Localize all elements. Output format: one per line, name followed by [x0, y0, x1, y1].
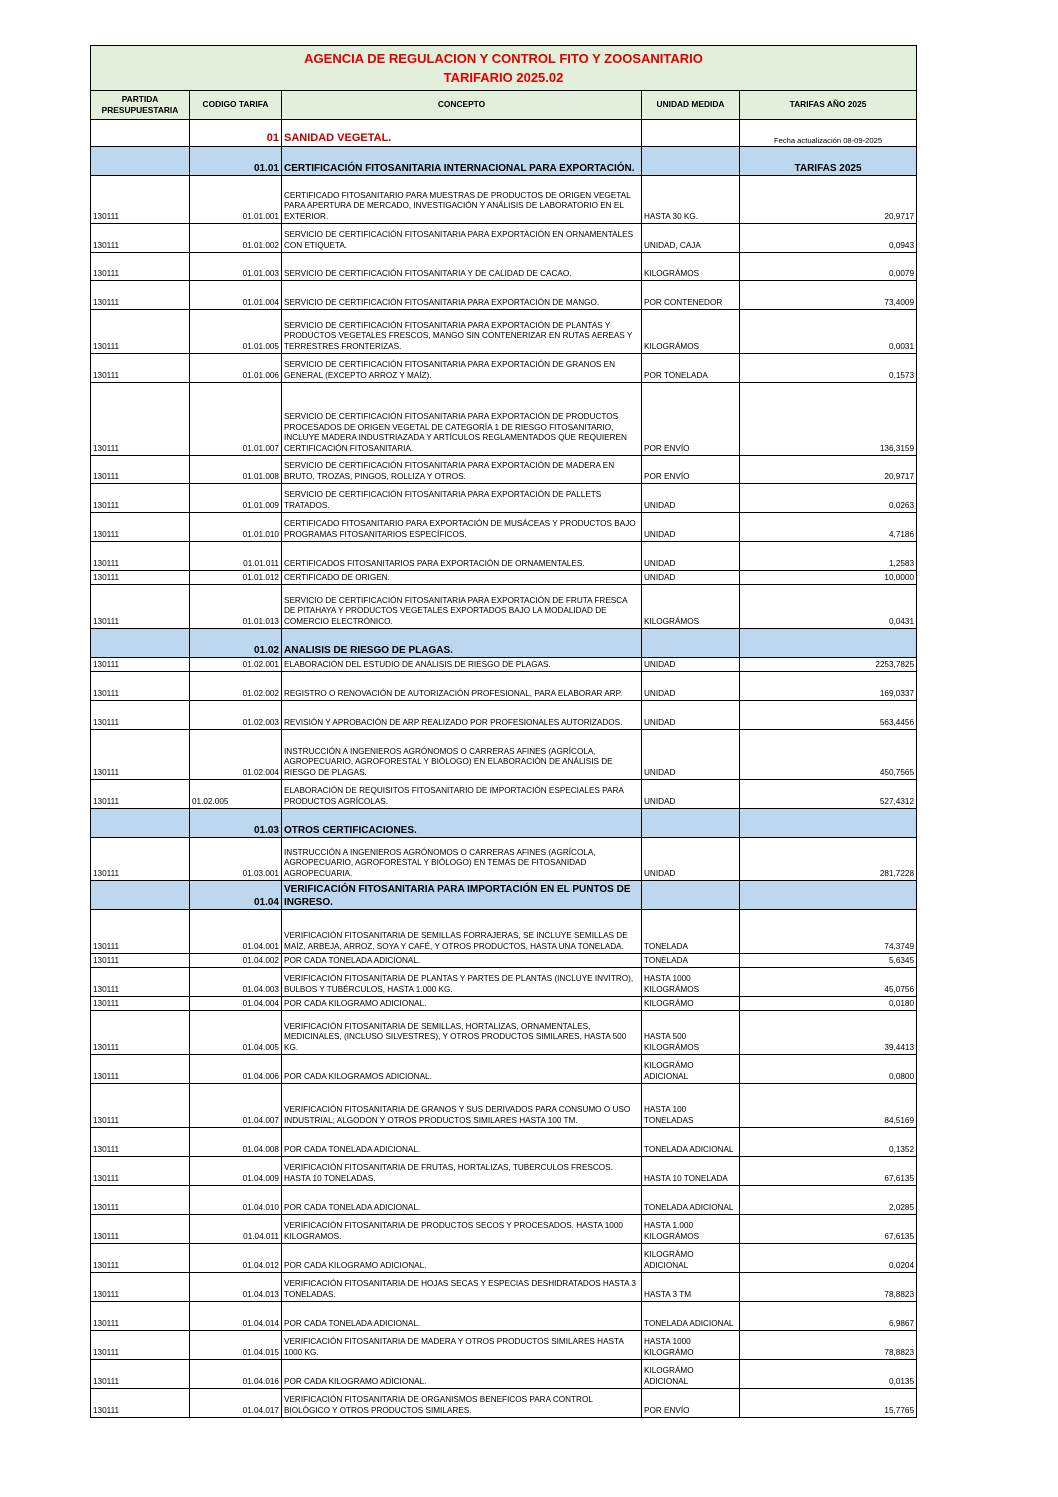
section-title: ANALISIS DE RIESGO DE PLAGAS.: [282, 629, 642, 658]
code-cell: 01.04.012: [190, 1244, 282, 1273]
concept-cell: POR CADA TONELADA ADICIONAL.: [282, 1186, 642, 1215]
tariff-value-cell: 4,7186: [740, 513, 917, 542]
partida-cell: 130111: [91, 1011, 190, 1055]
code-cell: 01.01.009: [190, 484, 282, 513]
tariff-value-cell: 74,3749: [740, 910, 917, 954]
unit-cell: HASTA 1000 KILOGRÁMOS: [642, 968, 740, 997]
partida-cell: 130111: [91, 542, 190, 571]
title-line-2: TARIFARIO 2025.02: [443, 70, 564, 85]
concept-cell: POR CADA KILOGRAMO ADICIONAL.: [282, 1360, 642, 1389]
concept-cell: POR CADA TONELADA ADICIONAL.: [282, 954, 642, 968]
tariff-value-cell: 20,9717: [740, 176, 917, 224]
concept-cell: POR CADA TONELADA ADICIONAL.: [282, 1302, 642, 1331]
tariff-value-cell: 136,3159: [740, 383, 917, 456]
code-cell: 01.02.001: [190, 658, 282, 672]
unit-cell: POR ENVÍO: [642, 1389, 740, 1418]
title-line-1: AGENCIA DE REGULACION Y CONTROL FITO Y ZOOSANITARIO: [304, 51, 703, 66]
partida-cell: 130111: [91, 838, 190, 881]
unit-cell: POR CONTENEDOR: [642, 281, 740, 310]
section-unit-cell: [642, 809, 740, 838]
concept-cell: POR CADA TONELADA ADICIONAL.: [282, 1128, 642, 1157]
partida-cell: 130111: [91, 513, 190, 542]
partida-cell: 130111: [91, 701, 190, 730]
concept-cell: SERVICIO DE CERTIFICACIÓN FITOSANITARIA PARA EXPORTACIÓN DE PLANTAS Y PRODUCTOS VEGETALES FRESCOS, MANGO SIN CONTENERIZAR EN RUTAS AEREAS Y TERRESTRES FRONTERIZAS.: [282, 310, 642, 354]
section-title: OTROS CERTIFICACIONES.: [282, 809, 642, 838]
concept-cell: VERIFICACIÓN FITOSANITARIA DE PRODUCTOS SECOS Y PROCESADOS. HASTA 1000 KILOGRAMOS.: [282, 1215, 642, 1244]
code-cell: 01.04.017: [190, 1389, 282, 1418]
table-row: [91, 1084, 917, 1128]
partida-cell: 130111: [91, 1215, 190, 1244]
partida-cell: 130111: [91, 281, 190, 310]
concept-cell: REGISTRO O RENOVACIÓN DE AUTORIZACIÓN PROFESIONAL, PARA ELABORAR ARP.: [282, 672, 642, 701]
concept-cell: REVISIÓN Y APROBACIÓN DE ARP REALIZADO POR PROFESIONALES AUTORIZADOS.: [282, 701, 642, 730]
unit-cell: UNIDAD: [642, 513, 740, 542]
code-cell: 01.03.001: [190, 838, 282, 881]
section-title: VERIFICACIÓN FITOSANITARIA PARA IMPORTACIÓN EN EL PUNTOS DE INGRESO.: [282, 881, 642, 910]
table-row: [91, 484, 917, 513]
table-row: [91, 1157, 917, 1186]
unit-cell: TONELADA ADICIONAL: [642, 1186, 740, 1215]
partida-cell: 130111: [91, 730, 190, 780]
unit-cell: TONELADA ADICIONAL: [642, 1128, 740, 1157]
unit-cell: KILOGRÁMOS: [642, 585, 740, 629]
code-cell: 01.04.003: [190, 968, 282, 997]
code-cell: 01.01.010: [190, 513, 282, 542]
tariff-value-cell: 0,0943: [740, 224, 917, 253]
table-row: [91, 910, 917, 954]
section-code: 01: [190, 120, 282, 147]
tariff-value-cell: 6,9867: [740, 1302, 917, 1331]
section-unit-cell: [642, 147, 740, 176]
unit-cell: HASTA 30 KG.: [642, 176, 740, 224]
section-partida-cell: [91, 147, 190, 176]
concept-cell: SERVICIO DE CERTIFICACIÓN FITOSANITARIA PARA EXPORTACIÓN DE PRODUCTOS PROCESADOS DE ORIGEN VEGETAL DE CATEGORÍA 1 DE RIESGO FITOSANITARIO, INCLUYE MADERA INDUSTRIAZADA Y ARTÍCULOS REGLAMENTADOS QUE REQUIEREN CERTIFICACIÓN FITOSANITARIA.: [282, 383, 642, 456]
code-cell: 01.04.016: [190, 1360, 282, 1389]
tariff-value-cell: 73,4009: [740, 281, 917, 310]
partida-cell: 130111: [91, 1360, 190, 1389]
partida-cell: 130111: [91, 780, 190, 809]
partida-cell: 130111: [91, 383, 190, 456]
concept-cell: POR CADA KILOGRAMOS ADICIONAL.: [282, 1055, 642, 1084]
section-partida-cell: [91, 629, 190, 658]
concept-cell: VERIFICACIÓN FITOSANITARIA DE PLANTAS Y PARTES DE PLANTAS (INCLUYE INVITRO), BULBOS Y TUBÉRCULOS, HASTA 1.000 KG.: [282, 968, 642, 997]
partida-cell: 130111: [91, 1084, 190, 1128]
partida-cell: 130111: [91, 1273, 190, 1302]
code-cell: 01.04.014: [190, 1302, 282, 1331]
unit-cell: HASTA 100 TONELADAS: [642, 1084, 740, 1128]
table-row: [91, 1389, 917, 1418]
partida-cell: 130111: [91, 1055, 190, 1084]
unit-cell: UNIDAD: [642, 658, 740, 672]
tariff-value-cell: 169,0337: [740, 672, 917, 701]
unit-cell: TONELADA: [642, 910, 740, 954]
concept-cell: POR CADA KILOGRAMO ADICIONAL.: [282, 997, 642, 1011]
col-header-codigo: CODIGO TARIFA: [190, 91, 282, 120]
tariff-value-cell: 281,7228: [740, 838, 917, 881]
unit-cell: HASTA 1.000 KILOGRÁMOS: [642, 1215, 740, 1244]
table-row: [91, 1011, 917, 1055]
partida-cell: 130111: [91, 571, 190, 585]
col-header-tarifa: TARIFAS AÑO 2025: [740, 91, 917, 120]
concept-cell: VERIFICACIÓN FITOSANITARIA DE GRANOS Y SUS DERIVADOS PARA CONSUMO O USO INDUSTRIAL; ALGODON Y OTROS PRODUCTOS SIMILARES HASTA 100 TM.: [282, 1084, 642, 1128]
partida-cell: 130111: [91, 954, 190, 968]
code-cell: 01.04.007: [190, 1084, 282, 1128]
tariff-value-cell: 15,7765: [740, 1389, 917, 1418]
concept-cell: SERVICIO DE CERTIFICACIÓN FITOSANITARIA Y DE CALIDAD DE CACAO.: [282, 253, 642, 281]
concept-cell: INSTRUCCIÓN A INGENIEROS AGRÓNOMOS O CARRERAS AFINES (AGRÍCOLA, AGROPECUARIO, AGROFORESTAL Y BIÓLOGO) EN ELABORACIÓN DE ANÁLISIS DE RIESGO DE PLAGAS.: [282, 730, 642, 780]
code-cell: 01.01.007: [190, 383, 282, 456]
col-header-partida: PARTIDA PRESUPUESTARIA: [91, 91, 190, 120]
tariff-value-cell: 39,4413: [740, 1011, 917, 1055]
table-row: [91, 354, 917, 383]
partida-cell: 130111: [91, 456, 190, 484]
concept-cell: POR CADA KILOGRAMO ADICIONAL.: [282, 1244, 642, 1273]
code-cell: 01.04.013: [190, 1273, 282, 1302]
code-cell: 01.04.001: [190, 910, 282, 954]
partida-cell: 130111: [91, 1157, 190, 1186]
section-code: 01.03: [190, 809, 282, 838]
partida-cell: 130111: [91, 1389, 190, 1418]
concept-cell: CERTIFICADO FITOSANITARIO PARA MUESTRAS DE PRODUCTOS DE ORIGEN VEGETAL PARA APERTURA DE MERCADO, INVESTIGACIÓN Y ANÁLISIS DE LABORATORIO EN EL EXTERIOR.: [282, 176, 642, 224]
code-cell: 01.01.001: [190, 176, 282, 224]
unit-cell: HASTA 500 KILOGRÁMOS: [642, 1011, 740, 1055]
unit-cell: KILOGRÁMOS: [642, 253, 740, 281]
tariff-value-cell: 0,1352: [740, 1128, 917, 1157]
unit-cell: HASTA 10 TONELADA: [642, 1157, 740, 1186]
code-cell: 01.04.006: [190, 1055, 282, 1084]
col-header-unidad: UNIDAD MEDIDA: [642, 91, 740, 120]
table-row: [91, 176, 917, 224]
tariff-value-cell: 45,0756: [740, 968, 917, 997]
partida-cell: 130111: [91, 997, 190, 1011]
unit-cell: POR ENVÍO: [642, 383, 740, 456]
table-row: [91, 1186, 917, 1215]
code-cell: 01.01.012: [190, 571, 282, 585]
partida-cell: 130111: [91, 1331, 190, 1360]
table-row: [91, 253, 917, 281]
unit-cell: KILOGRÁMO ADICIONAL: [642, 1055, 740, 1084]
section-note: [740, 809, 917, 838]
tariff-value-cell: 78,8823: [740, 1273, 917, 1302]
unit-cell: KILOGRÁMO ADICIONAL: [642, 1244, 740, 1273]
unit-cell: UNIDAD: [642, 730, 740, 780]
section-partida-cell: [91, 809, 190, 838]
tariff-value-cell: 10,0000: [740, 571, 917, 585]
unit-cell: UNIDAD: [642, 838, 740, 881]
concept-cell: CERTIFICADO DE ORIGEN.: [282, 571, 642, 585]
tariff-value-cell: 0,1573: [740, 354, 917, 383]
concept-cell: VERIFICACIÓN FITOSANITARIA DE MADERA Y OTROS PRODUCTOS SIMILARES HASTA 1000 KG.: [282, 1331, 642, 1360]
concept-cell: VERIFICACIÓN FITOSANITARIA DE ORGANISMOS BENEFICOS PARA CONTROL BIOLÓGICO Y OTROS PRODUCTOS SIMILARES.: [282, 1389, 642, 1418]
concept-cell: CERTIFICADO FITOSANITARIO PARA EXPORTACIÓN DE MUSÁCEAS Y PRODUCTOS BAJO PROGRAMAS FITOSANITARIOS ESPECÍFICOS.: [282, 513, 642, 542]
concept-cell: VERIFICACIÓN FITOSANITARIA DE HOJAS SECAS Y ESPECIAS DESHIDRATADOS HASTA 3 TONELADAS.: [282, 1273, 642, 1302]
section-unit-cell: [642, 120, 740, 147]
table-row: [91, 730, 917, 780]
code-cell: 01.04.010: [190, 1186, 282, 1215]
partida-cell: 130111: [91, 1302, 190, 1331]
code-cell: 01.01.005: [190, 310, 282, 354]
section-row: [91, 147, 917, 176]
unit-cell: KILOGRÁMO ADICIONAL: [642, 1360, 740, 1389]
partida-cell: 130111: [91, 1186, 190, 1215]
partida-cell: 130111: [91, 910, 190, 954]
section-unit-cell: [642, 629, 740, 658]
table-row: [91, 571, 917, 585]
code-cell: 01.01.011: [190, 542, 282, 571]
table-row: [91, 281, 917, 310]
concept-cell: SERVICIO DE CERTIFICACIÓN FITOSANITARIA PARA EXPORTACIÓN DE MADERA EN BRUTO, TROZAS, PINGOS, ROLLIZA Y OTROS.: [282, 456, 642, 484]
unit-cell: UNIDAD: [642, 701, 740, 730]
update-date: Fecha actualización 08-09-2025: [740, 120, 917, 147]
unit-cell: TONELADA ADICIONAL: [642, 1302, 740, 1331]
partida-cell: 130111: [91, 585, 190, 629]
column-header-row: [91, 91, 917, 120]
code-cell: 01.02.003: [190, 701, 282, 730]
tariff-value-cell: 0,0031: [740, 310, 917, 354]
partida-cell: 130111: [91, 1128, 190, 1157]
table-row: [91, 1302, 917, 1331]
tariff-value-cell: 450,7565: [740, 730, 917, 780]
table-row: [91, 658, 917, 672]
section-note: TARIFAS 2025: [740, 147, 917, 176]
section-row-01: [91, 120, 917, 147]
concept-cell: ELABORACIÓN DE REQUISITOS FITOSANITARIO DE IMPORTACIÓN ESPECIALES PARA PRODUCTOS AGRÍCOLAS.: [282, 780, 642, 809]
code-cell: 01.02.002: [190, 672, 282, 701]
table-row: [91, 1360, 917, 1389]
code-cell: 01.01.004: [190, 281, 282, 310]
concept-cell: VERIFICACIÓN FITOSANITARIA DE FRUTAS, HORTALIZAS, TUBERCULOS FRESCOS. HASTA 10 TONELADAS.: [282, 1157, 642, 1186]
tariff-value-cell: 67,6135: [740, 1157, 917, 1186]
tariff-value-cell: 527,4312: [740, 780, 917, 809]
code-cell: 01.01.003: [190, 253, 282, 281]
table-row: [91, 310, 917, 354]
partida-cell: 130111: [91, 672, 190, 701]
tariff-value-cell: 2253,7825: [740, 658, 917, 672]
table-row: [91, 1128, 917, 1157]
concept-cell: SERVICIO DE CERTIFICACIÓN FITOSANITARIA PARA EXPORTACIÓN EN ORNAMENTALES CON ETIQUETA.: [282, 224, 642, 253]
unit-cell: HASTA 3 TM: [642, 1273, 740, 1302]
table-row: [91, 968, 917, 997]
partida-cell: 130111: [91, 354, 190, 383]
code-cell: 01.04.008: [190, 1128, 282, 1157]
tariff-value-cell: 67,6135: [740, 1215, 917, 1244]
table-row: [91, 224, 917, 253]
tariff-value-cell: 1,2583: [740, 542, 917, 571]
code-cell: 01.02.004: [190, 730, 282, 780]
tariff-value-cell: 0,0204: [740, 1244, 917, 1273]
code-cell: 01.02.005: [190, 780, 282, 809]
code-cell: 01.01.006: [190, 354, 282, 383]
section-row: [91, 809, 917, 838]
unit-cell: KILOGRÁMOS: [642, 310, 740, 354]
code-cell: 01.04.015: [190, 1331, 282, 1360]
partida-cell: 130111: [91, 253, 190, 281]
tariff-value-cell: 5,6345: [740, 954, 917, 968]
code-cell: 01.04.002: [190, 954, 282, 968]
concept-cell: CERTIFICADOS FITOSANITARIOS PARA EXPORTACIÓN DE ORNAMENTALES.: [282, 542, 642, 571]
unit-cell: UNIDAD: [642, 672, 740, 701]
unit-cell: UNIDAD: [642, 571, 740, 585]
table-row: [91, 383, 917, 456]
table-row: [91, 456, 917, 484]
table-row: [91, 997, 917, 1011]
section-unit-cell: [642, 881, 740, 910]
section-code: 01.04: [190, 881, 282, 910]
partida-cell: 130111: [91, 310, 190, 354]
partida-cell: 130111: [91, 484, 190, 513]
partida-cell: 130111: [91, 224, 190, 253]
table-row: [91, 1244, 917, 1273]
concept-cell: VERIFICACIÓN FITOSANITARIA DE SEMILLAS, HORTALIZAS, ORNAMENTALES, MEDICINALES, (INCLUSO SILVESTRES), Y OTROS PRODUCTOS SIMILARES, HASTA 500 KG.: [282, 1011, 642, 1055]
tariff-value-cell: 0,0079: [740, 253, 917, 281]
unit-cell: HASTA 1000 KILOGRÁMO: [642, 1331, 740, 1360]
table-row: [91, 954, 917, 968]
table-row: [91, 1331, 917, 1360]
partida-cell: 130111: [91, 968, 190, 997]
code-cell: 01.04.005: [190, 1011, 282, 1055]
code-cell: 01.01.013: [190, 585, 282, 629]
tariff-value-cell: 0,0263: [740, 484, 917, 513]
section-title: SANIDAD VEGETAL.: [282, 120, 642, 147]
table-row: [91, 780, 917, 809]
table-row: [91, 701, 917, 730]
tariff-value-cell: 0,0180: [740, 997, 917, 1011]
concept-cell: SERVICIO DE CERTIFICACIÓN FITOSANITARIA PARA EXPORTACIÓN DE FRUTA FRESCA DE PITAHAYA Y PRODUCTOS VEGETALES EXPORTADOS BAJO LA MODALIDAD DE COMERCIO ELECTRÓNICO.: [282, 585, 642, 629]
section-partida-cell: [91, 120, 190, 147]
table-row: [91, 1273, 917, 1302]
unit-cell: POR ENVÍO: [642, 456, 740, 484]
code-cell: 01.01.002: [190, 224, 282, 253]
table-row: [91, 672, 917, 701]
table-row: [91, 585, 917, 629]
concept-cell: SERVICIO DE CERTIFICACIÓN FITOSANITARIA PARA EXPORTACIÓN DE MANGO.: [282, 281, 642, 310]
unit-cell: KILOGRÁMO: [642, 997, 740, 1011]
unit-cell: UNIDAD: [642, 484, 740, 513]
section-partida-cell: [91, 881, 190, 910]
section-note: [740, 629, 917, 658]
table-row: [91, 1215, 917, 1244]
tariff-value-cell: 0,0135: [740, 1360, 917, 1389]
table-row: [91, 838, 917, 881]
section-note: [740, 881, 917, 910]
tariff-value-cell: 84,5169: [740, 1084, 917, 1128]
tariff-value-cell: 78,8823: [740, 1331, 917, 1360]
section-code: 01.02: [190, 629, 282, 658]
unit-cell: TONELADA: [642, 954, 740, 968]
partida-cell: 130111: [91, 658, 190, 672]
partida-cell: 130111: [91, 1244, 190, 1273]
partida-cell: 130111: [91, 176, 190, 224]
tariff-value-cell: 563,4456: [740, 701, 917, 730]
concept-cell: SERVICIO DE CERTIFICACIÓN FITOSANITARIA PARA EXPORTACIÓN DE GRANOS EN GENERAL (EXCEPTO ARROZ Y MAÍZ).: [282, 354, 642, 383]
table-row: [91, 542, 917, 571]
unit-cell: UNIDAD: [642, 542, 740, 571]
concept-cell: INSTRUCCIÓN A INGENIEROS AGRÓNOMOS O CARRERAS AFINES (AGRÍCOLA, AGROPECUARIO, AGROFORESTAL Y BIÓLOGO) EN TEMAS DE FITOSANIDAD AGROPECUARIA.: [282, 838, 642, 881]
tariff-value-cell: 2,0285: [740, 1186, 917, 1215]
section-title: CERTIFICACIÓN FITOSANITARIA INTERNACIONAL PARA EXPORTACIÓN.: [282, 147, 642, 176]
table-row: [91, 513, 917, 542]
code-cell: 01.01.008: [190, 456, 282, 484]
tariff-value-cell: 0,0800: [740, 1055, 917, 1084]
concept-cell: ELABORACIÓN DEL ESTUDIO DE ANÁLISIS DE RIESGO DE PLAGAS.: [282, 658, 642, 672]
tariff-value-cell: 0,0431: [740, 585, 917, 629]
tariff-value-cell: 20,9717: [740, 456, 917, 484]
table-row: [91, 1055, 917, 1084]
concept-cell: SERVICIO DE CERTIFICACIÓN FITOSANITARIA PARA EXPORTACIÓN DE PALLETS TRATADOS.: [282, 484, 642, 513]
code-cell: 01.04.009: [190, 1157, 282, 1186]
col-header-concepto: CONCEPTO: [282, 91, 642, 120]
code-cell: 01.04.004: [190, 997, 282, 1011]
concept-cell: VERIFICACIÓN FITOSANITARIA DE SEMILLAS FORRAJERAS, SE INCLUYE SEMILLAS DE MAÍZ, ARBEJA, ARROZ, SOYA Y CAFÉ, Y OTROS PRODUCTOS, HASTA UNA TONELADA.: [282, 910, 642, 954]
tariff-table: [90, 45, 917, 1418]
unit-cell: UNIDAD: [642, 780, 740, 809]
code-cell: 01.04.011: [190, 1215, 282, 1244]
unit-cell: UNIDAD, CAJA: [642, 224, 740, 253]
section-row: [91, 881, 917, 910]
unit-cell: POR TONELADA: [642, 354, 740, 383]
section-code: 01.01: [190, 147, 282, 176]
document-title: [91, 46, 917, 91]
section-row: [91, 629, 917, 658]
